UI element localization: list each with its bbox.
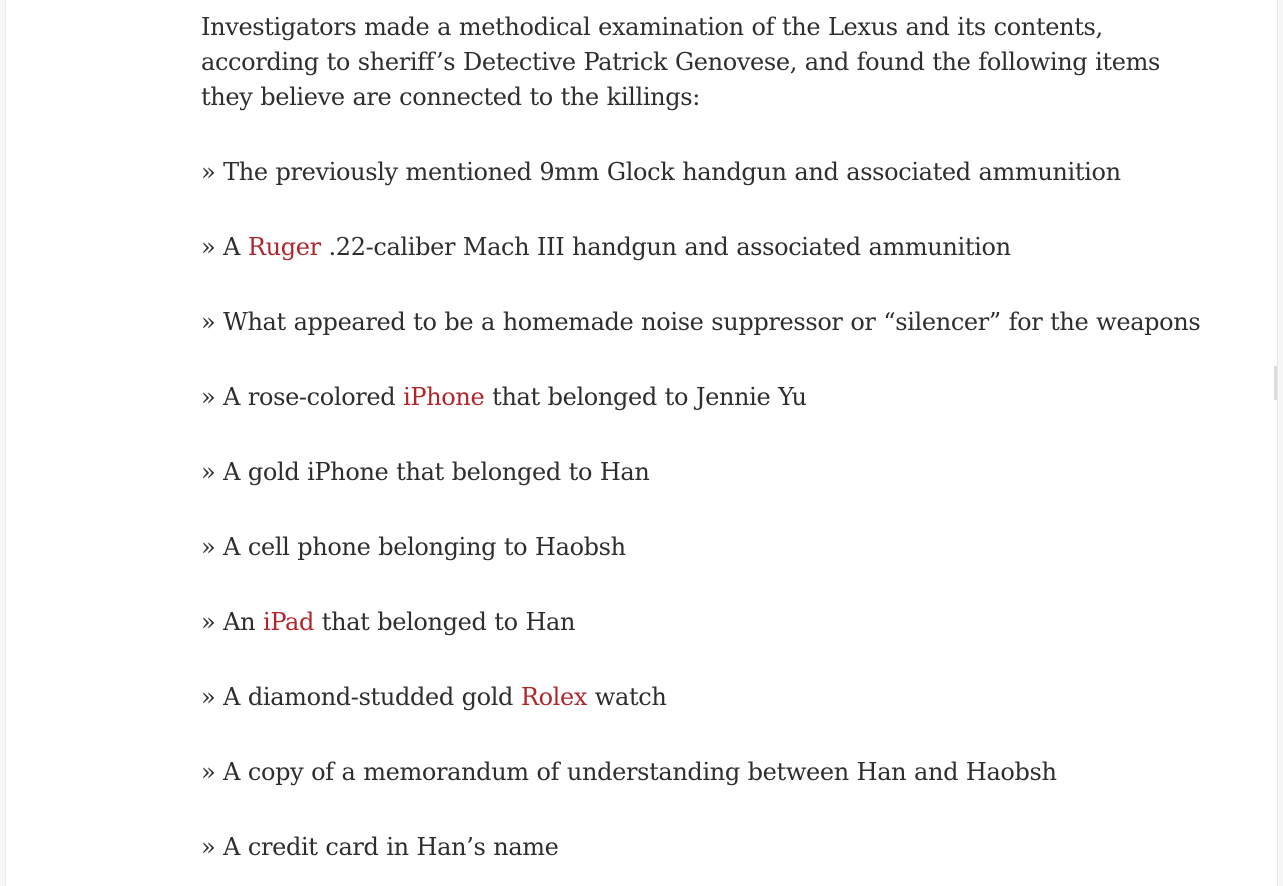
item-text: A credit card in Han’s name [223, 833, 559, 861]
item-text-before: A rose-colored [223, 383, 404, 411]
list-item-ruger [201, 230, 1166, 265]
list-item-gold-iphone [201, 455, 1166, 490]
article-body [201, 10, 1201, 865]
list-item-suppressor [201, 305, 1201, 340]
item-text: A cell phone belonging to Haobsh [223, 533, 626, 561]
list-item-memorandum [201, 755, 1166, 790]
item-text-after: watch [587, 683, 667, 711]
bullet-marker: » [201, 833, 216, 861]
intro-paragraph: Investigators made a methodical examination of the Lexus and its contents, according to sheriff’s Detective Patrick Genovese, and found the following items they believe are connected to the killings: [201, 13, 1160, 111]
item-text-before: A diamond-studded gold [223, 683, 521, 711]
page-container [5, 0, 1278, 886]
bullet-marker: » [201, 158, 216, 186]
item-text: A gold iPhone that belonged to Han [223, 458, 650, 486]
bullet-marker: » [201, 383, 216, 411]
bullet-marker: » [201, 533, 216, 561]
ruger-link[interactable]: Ruger [247, 233, 321, 261]
item-text: The previously mentioned 9mm Glock handgun and associated ammunition [223, 158, 1121, 186]
iphone-link[interactable]: iPhone [403, 383, 485, 411]
item-text-before: An [223, 608, 263, 636]
bullet-marker: » [201, 608, 216, 636]
bullet-marker: » [201, 308, 216, 336]
rolex-link[interactable]: Rolex [520, 683, 588, 711]
bullet-marker: » [201, 458, 216, 486]
list-item-cell-phone [201, 530, 1166, 565]
item-text: What appeared to be a homemade noise suppressor or “silencer” for the weapons [223, 308, 1201, 336]
scrollbar-edge[interactable] [1274, 366, 1277, 400]
item-text-after: .22-caliber Mach III handgun and associated ammunition [320, 233, 1011, 261]
bullet-marker: » [201, 233, 216, 261]
ipad-link[interactable]: iPad [263, 608, 315, 636]
bullet-marker: » [201, 683, 216, 711]
list-item-rose-iphone [201, 380, 1166, 415]
list-item-rolex [201, 680, 1166, 715]
item-text-before: A [223, 233, 248, 261]
item-text-after: that belonged to Han [314, 608, 576, 636]
list-item-glock [201, 155, 1166, 190]
item-text-after: that belonged to Jennie Yu [484, 383, 807, 411]
bullet-marker: » [201, 758, 216, 786]
item-text: A copy of a memorandum of understanding between Han and Haobsh [223, 758, 1057, 786]
list-item-credit-card [201, 830, 1166, 865]
list-item-ipad [201, 605, 1166, 640]
